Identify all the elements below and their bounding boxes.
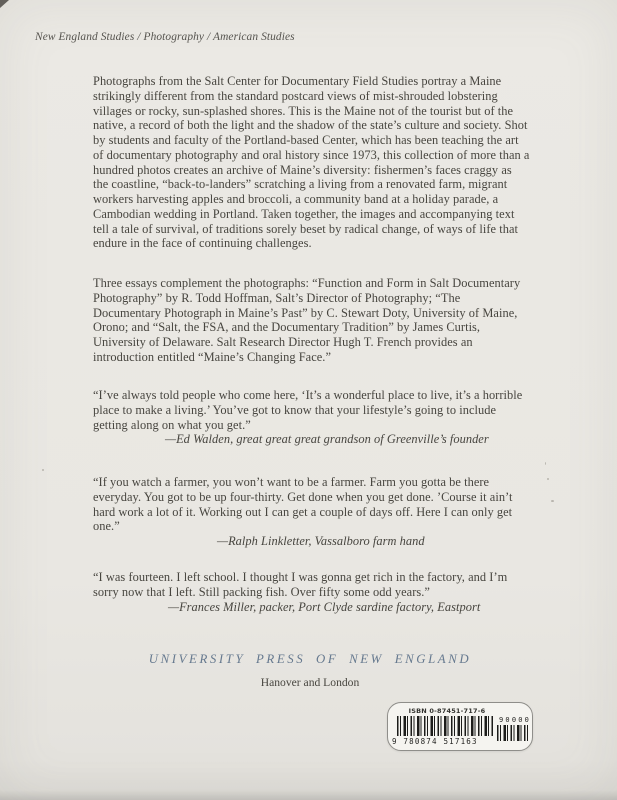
barcode-sticker	[387, 702, 533, 751]
paper-speck	[551, 500, 554, 502]
publisher-imprint	[0, 652, 617, 689]
ean-barcode-block	[392, 716, 494, 746]
isbn-label: ISBN 0-87451-717-6	[408, 707, 486, 715]
testimonial-quote-2	[93, 475, 530, 549]
quote-attribution: —Ralph Linkletter, Vassalboro farm hand	[217, 534, 425, 548]
paper-speck	[42, 469, 44, 471]
scan-corner-mark	[0, 0, 9, 8]
description-paragraph-1	[93, 74, 530, 251]
paper-speck	[545, 462, 546, 465]
quote-attribution: —Frances Miller, packer, Port Clyde sardine factory, Eastport	[168, 599, 481, 614]
description-paragraph-2-text: Three essays complement the photographs: “Function and Form in Salt Documentary Photography” by R. Todd Hoffman, Salt’s Director of Photography; “The Documentary Photograph in Maine’s Past” by C. Stewart Doty, University of Maine, Orono; and “Salt, the FSA, and the Documentary Tradition” by James Curtis, University of Delaware. Salt Research Director Hugh T. French provides an introduction entitled “Maine’s Changing Face.”	[93, 276, 521, 364]
scan-edge-shadow	[0, 790, 617, 800]
quote-text: “I’ve always told people who come here, ‘It’s a wonderful place to live, it’s a horrible place to make a living.’ You’ve got to know that your lifestyle’s going to include getting along on what you get.”	[93, 388, 523, 432]
testimonial-quote-3	[93, 570, 530, 614]
supplemental-barcode-icon	[497, 725, 530, 741]
supplemental-barcode-block	[497, 716, 530, 746]
description-paragraph-2	[93, 276, 530, 365]
ean-number: 9 780874 517163	[392, 737, 478, 746]
barcode-row	[388, 715, 532, 746]
ean-barcode-icon	[397, 716, 494, 736]
publisher-name: UNIVERSITY PRESS OF NEW ENGLAND	[148, 652, 472, 666]
price-code: 90000	[499, 716, 532, 724]
publisher-location: Hanover and London	[260, 676, 360, 689]
paper-speck	[547, 478, 549, 480]
category-line: New England Studies / Photography / American Studies	[35, 31, 295, 43]
description-paragraph-1-text: Photographs from the Salt Center for Documentary Field Studies portray a Maine strikingly different from the standard postcard views of mist-shrouded lobstering villages or rocky, sun-splashed shores. This is the Maine not of the tourist but of the native, a record of both the light and the shadow of the state’s culture and society. Shot by students and faculty of the Portland-based Center, which has been teaching the art of documentary photography and oral history since 1973, this collection of more than a hundred photos creates an archive of Maine’s diversity: fishermen’s faces craggy as the coastline, “back-to-landers” scratching a living from a renovated farm, migrant workers harvesting apples and broccoli, a community band at a holiday parade, a Cambodian wedding in Portland. Taken together, the images and accompanying text tell a tale of survival, of traditions sorely beset by radical change, of ways of life that endure in the face of continuing challenges.	[93, 74, 530, 251]
quote-attribution: —Ed Walden, great great great grandson of Greenville’s founder	[165, 432, 489, 447]
quote-text: “I was fourteen. I left school. I thought I was gonna get rich in the factory, and I’m sorry now that I left. Still packing fish. Over fifty some odd years.”	[93, 570, 508, 599]
quote-text: “If you watch a farmer, you won’t want to be a farmer. Farm you gotta be there everyday. You got to be up four-thirty. Get done when you get done. ’Course it ain’t hard work a lot of it. Working out I can get a couple of days off. Here I can only get one.”	[93, 475, 513, 534]
testimonial-quote-1	[93, 388, 530, 447]
